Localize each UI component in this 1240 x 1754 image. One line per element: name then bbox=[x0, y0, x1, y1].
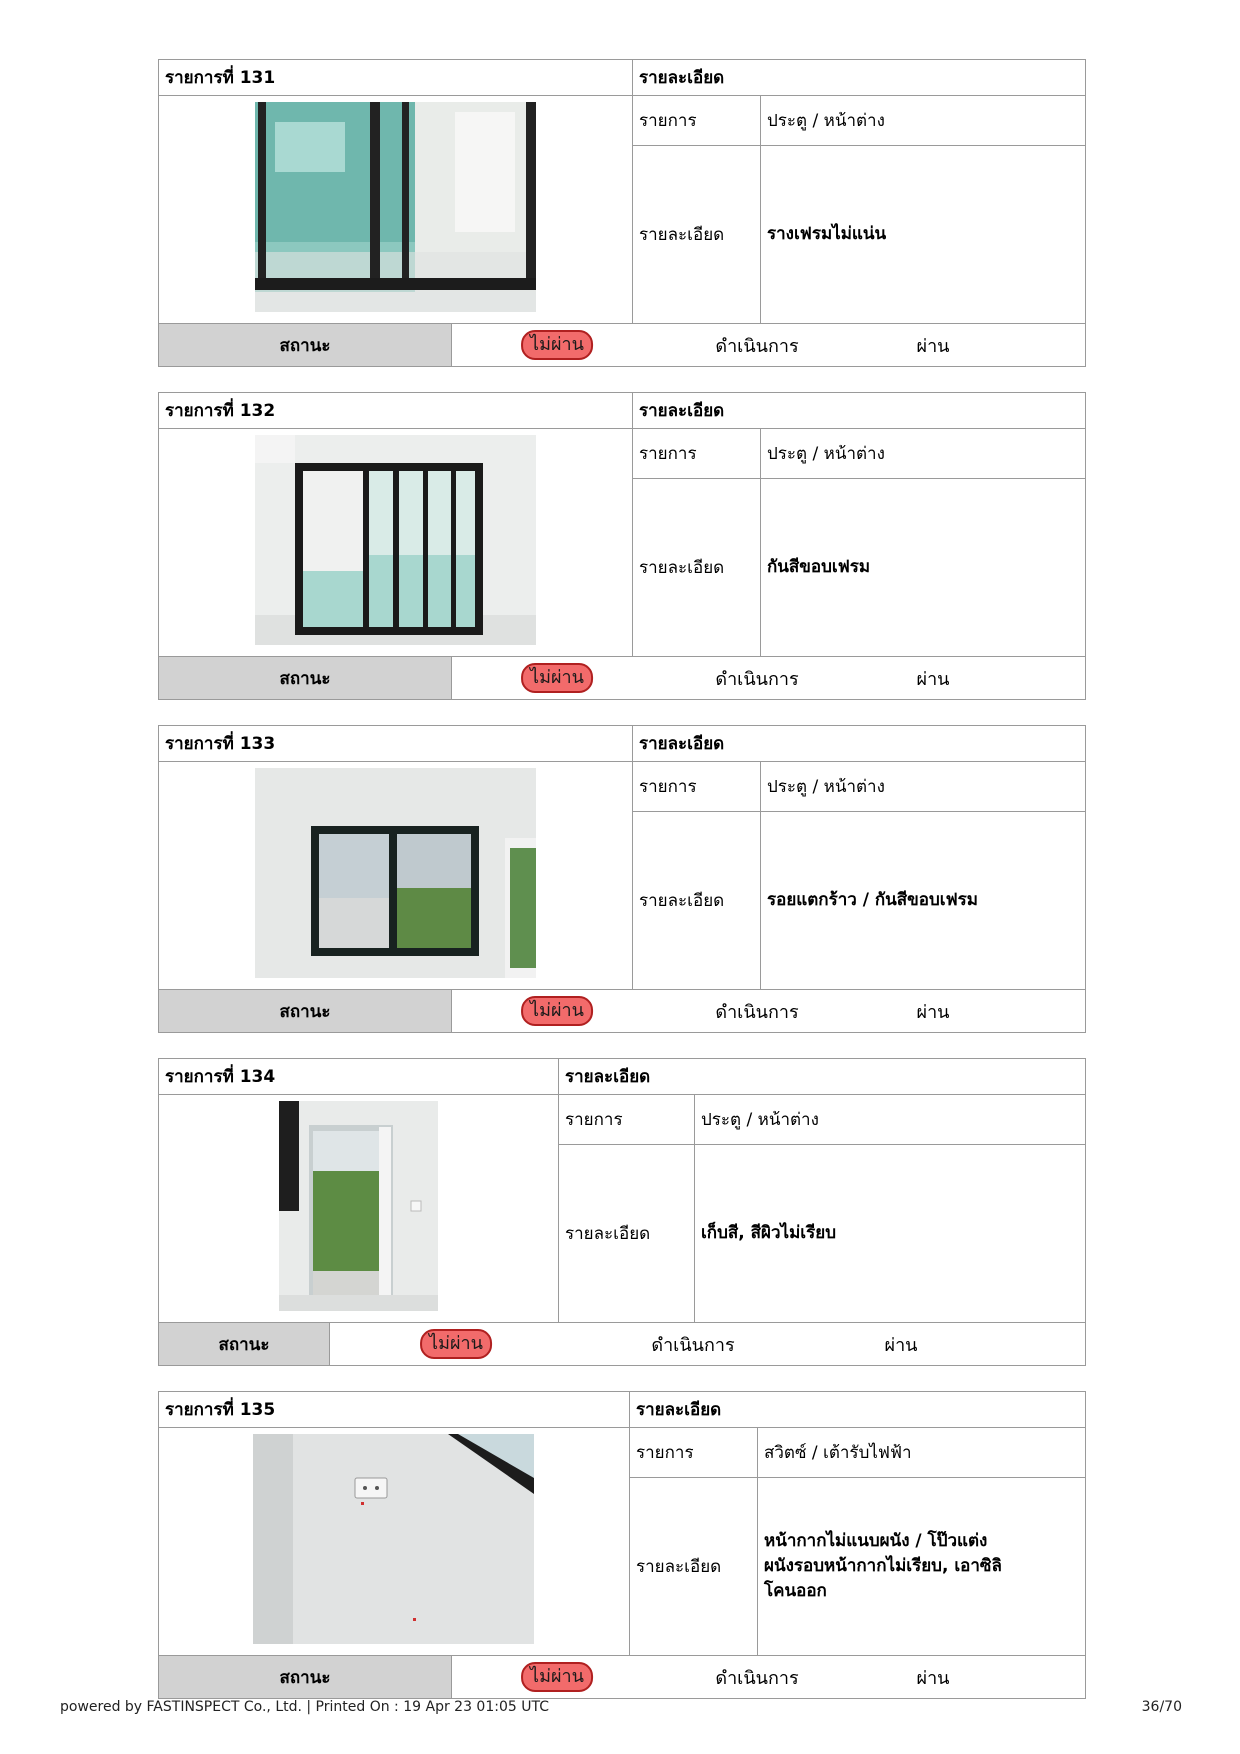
item-detail: รางเฟรมไม่แน่น bbox=[767, 224, 887, 244]
status-option-in-progress[interactable]: ดำเนินการ bbox=[715, 668, 799, 690]
inspection-card-131 bbox=[158, 59, 1086, 367]
status-options bbox=[452, 657, 1085, 699]
item-label: รายการ bbox=[633, 96, 761, 145]
item-label: รายการ bbox=[630, 1428, 758, 1477]
item-title: รายการที่ 133 bbox=[159, 726, 633, 761]
item-category: ประตู / หน้าต่าง bbox=[767, 777, 885, 797]
detail-label: รายละเอียด bbox=[633, 479, 761, 656]
item-title: รายการที่ 134 bbox=[159, 1059, 559, 1094]
detail-header: รายละเอียด bbox=[639, 734, 725, 754]
status-option-pass[interactable]: ผ่าน bbox=[916, 1001, 950, 1023]
status-options bbox=[330, 1323, 1085, 1365]
photo-cell bbox=[159, 1095, 559, 1322]
inspection-card-133 bbox=[158, 725, 1086, 1033]
photo-cell bbox=[159, 96, 633, 323]
inspection-card-134 bbox=[158, 1058, 1086, 1366]
detail-label: รายละเอียด bbox=[559, 1145, 695, 1322]
status-label: สถานะ bbox=[159, 657, 452, 699]
detail-header: รายละเอียด bbox=[565, 1067, 651, 1087]
detail-header: รายละเอียด bbox=[639, 68, 725, 88]
status-options bbox=[452, 990, 1085, 1032]
status-options bbox=[452, 1656, 1085, 1698]
footer-credit: powered by FASTINSPECT Co., Ltd. | Printed On : 19 Apr 23 01:05 UTC bbox=[60, 1699, 549, 1715]
status-option-in-progress[interactable]: ดำเนินการ bbox=[715, 1001, 799, 1023]
status-label: สถานะ bbox=[159, 990, 452, 1032]
item-category: ประตู / หน้าต่าง bbox=[701, 1110, 819, 1130]
item-detail: รอยแตกร้าว / กันสีขอบเฟรม bbox=[767, 890, 978, 910]
status-label: สถานะ bbox=[159, 1656, 452, 1698]
defect-photo[interactable] bbox=[279, 1101, 438, 1311]
defect-photo[interactable] bbox=[255, 102, 536, 312]
status-options bbox=[452, 324, 1085, 366]
item-category: ประตู / หน้าต่าง bbox=[767, 444, 885, 464]
photo-cell bbox=[159, 1428, 630, 1655]
item-category: ประตู / หน้าต่าง bbox=[767, 111, 885, 131]
status-option-in-progress[interactable]: ดำเนินการ bbox=[715, 1667, 799, 1689]
inspection-card-135 bbox=[158, 1391, 1086, 1699]
detail-header: รายละเอียด bbox=[636, 1400, 722, 1420]
status-label: สถานะ bbox=[159, 1323, 330, 1365]
status-option-pass[interactable]: ผ่าน bbox=[916, 335, 950, 357]
inspection-card-132 bbox=[158, 392, 1086, 700]
detail-label: รายละเอียด bbox=[630, 1478, 758, 1655]
status-option-in-progress[interactable]: ดำเนินการ bbox=[715, 335, 799, 357]
status-option-fail[interactable]: ไม่ผ่าน bbox=[521, 663, 593, 693]
item-label: รายการ bbox=[633, 762, 761, 811]
item-label: รายการ bbox=[633, 429, 761, 478]
status-option-pass[interactable]: ผ่าน bbox=[916, 668, 950, 690]
item-detail: กันสีขอบเฟรม bbox=[767, 557, 871, 577]
photo-cell bbox=[159, 429, 633, 656]
detail-label: รายละเอียด bbox=[633, 146, 761, 323]
status-option-fail[interactable]: ไม่ผ่าน bbox=[521, 1662, 593, 1692]
page-number: 36/70 bbox=[1141, 1699, 1182, 1715]
item-detail: หน้ากากไม่แนบผนัง / โป๊วแต่งผนังรอบหน้ากากไม่เรียบ, เอาซิลิโคนออก bbox=[764, 1531, 1002, 1601]
defect-photo[interactable] bbox=[255, 435, 536, 645]
status-option-fail[interactable]: ไม่ผ่าน bbox=[521, 330, 593, 360]
status-option-pass[interactable]: ผ่าน bbox=[884, 1334, 918, 1356]
status-option-in-progress[interactable]: ดำเนินการ bbox=[651, 1334, 735, 1356]
status-option-fail[interactable]: ไม่ผ่าน bbox=[521, 996, 593, 1026]
item-title: รายการที่ 132 bbox=[159, 393, 633, 428]
detail-label: รายละเอียด bbox=[633, 812, 761, 989]
photo-cell bbox=[159, 762, 633, 989]
item-title: รายการที่ 135 bbox=[159, 1392, 630, 1427]
defect-photo[interactable] bbox=[253, 1434, 534, 1644]
item-category: สวิตซ์ / เต้ารับไฟฟ้า bbox=[764, 1443, 912, 1463]
status-option-pass[interactable]: ผ่าน bbox=[916, 1667, 950, 1689]
item-label: รายการ bbox=[559, 1095, 695, 1144]
defect-photo[interactable] bbox=[255, 768, 536, 978]
status-label: สถานะ bbox=[159, 324, 452, 366]
item-title: รายการที่ 131 bbox=[159, 60, 633, 95]
detail-header: รายละเอียด bbox=[639, 401, 725, 421]
item-detail: เก็บสี, สีผิวไม่เรียบ bbox=[701, 1223, 836, 1243]
status-option-fail[interactable]: ไม่ผ่าน bbox=[420, 1329, 492, 1359]
